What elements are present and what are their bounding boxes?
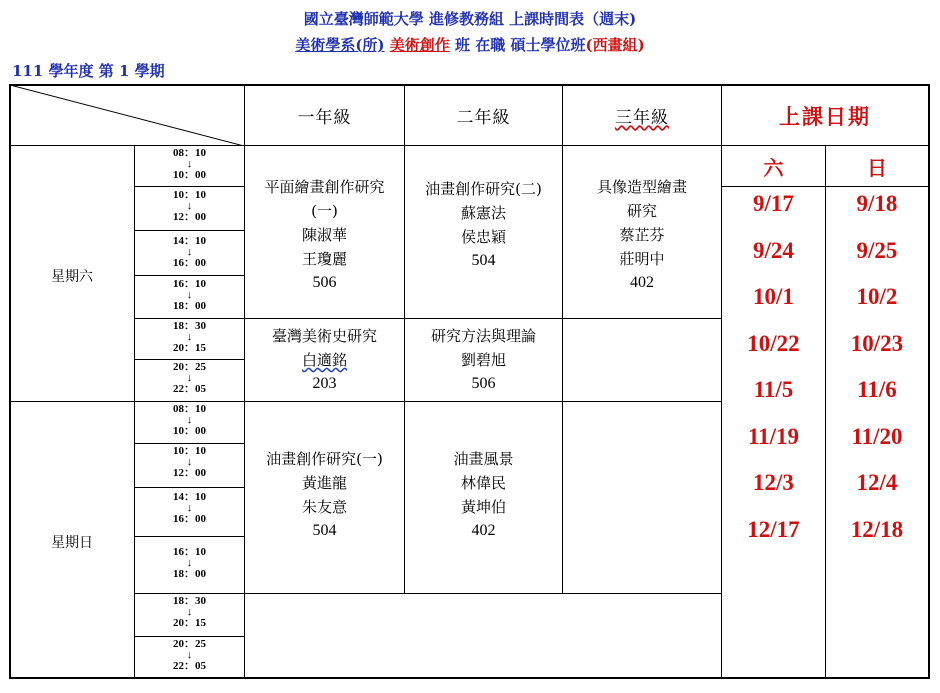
date-item: 9/25 — [856, 237, 898, 263]
day-label-saturday: 星期六 — [51, 269, 93, 285]
time-slot: 20：25 ↓ 22：05 — [173, 361, 206, 395]
course-cell: 臺灣美術史研究 白適銘 203 — [271, 327, 377, 392]
date-item: 11/5 — [753, 377, 794, 402]
course-cell: 油畫創作研究(一) 黃進龍 朱友意 504 — [266, 450, 383, 539]
time-slot: 16：10 ↓ 18：00 — [173, 546, 206, 580]
program-subtitle: 美術學系(所) 美術創作 班 在職 碩士學位班(西畫組) — [295, 36, 645, 54]
date-item: 11/6 — [857, 377, 897, 402]
grade-3-header: 三年級 — [615, 108, 669, 128]
date-item: 12/17 — [747, 516, 800, 542]
saturday-dates-list — [722, 181, 825, 553]
date-item: 9/17 — [753, 191, 794, 216]
document-title: 國立臺灣師範大學 進修教務組 上課時間表（週末) — [303, 10, 637, 28]
date-item: 10/22 — [747, 330, 800, 356]
day-label-sunday: 星期日 — [51, 535, 93, 551]
date-item: 12/18 — [850, 516, 904, 542]
grade-1-header: 一年級 — [297, 108, 352, 128]
time-slot: 08：10 ↓ 10：00 — [173, 147, 206, 181]
date-item: 9/18 — [856, 191, 898, 216]
academic-term: 111 學年度 第 1 學期 — [12, 62, 165, 80]
date-item: 10/23 — [850, 330, 904, 356]
course-cell: 平面繪畫創作研究 (一) 陳淑華 王瓊麗 506 — [264, 178, 385, 291]
time-slot: 14：10 ↓ 16：00 — [173, 491, 206, 525]
sunday-dates-list — [826, 181, 928, 553]
date-item: 11/19 — [747, 423, 800, 449]
course-cell: 油畫風景 林偉民 黃坤伯 402 — [453, 450, 514, 539]
course-cell: 具像造型繪畫 研究 蔡芷芬 莊明中 402 — [596, 178, 687, 291]
time-slot: 10：10 ↓ 12：00 — [173, 189, 206, 223]
time-slot: 18：30 ↓ 20：15 — [173, 595, 206, 629]
course-cell: 研究方法與理論 劉碧旭 506 — [430, 327, 536, 392]
date-item: 9/24 — [753, 237, 794, 263]
time-slot: 16：10 ↓ 18：00 — [173, 278, 206, 312]
sunday-dates-head: 日 — [867, 155, 887, 180]
date-item: 11/20 — [851, 423, 903, 449]
corner-diagonal — [10, 85, 244, 146]
date-item: 10/2 — [856, 284, 898, 309]
date-item: 10/1 — [753, 284, 794, 309]
date-item: 12/3 — [753, 470, 794, 495]
dates-header: 上課日期 — [779, 103, 871, 129]
time-slot: 08：10 ↓ 10：00 — [173, 403, 206, 437]
saturday-dates-head: 六 — [763, 155, 784, 180]
time-slot: 14：10 ↓ 16：00 — [173, 235, 206, 269]
time-slot: 10：10 ↓ 12：00 — [173, 445, 206, 479]
date-item: 12/4 — [856, 470, 898, 495]
course-cell: 油畫創作研究(二) 蘇憲法 侯忠穎 504 — [425, 180, 542, 269]
grade-2-header: 二年級 — [456, 108, 511, 128]
time-slot: 20：25 ↓ 22：05 — [173, 638, 206, 672]
time-slot: 18：30 ↓ 20：15 — [173, 320, 206, 354]
